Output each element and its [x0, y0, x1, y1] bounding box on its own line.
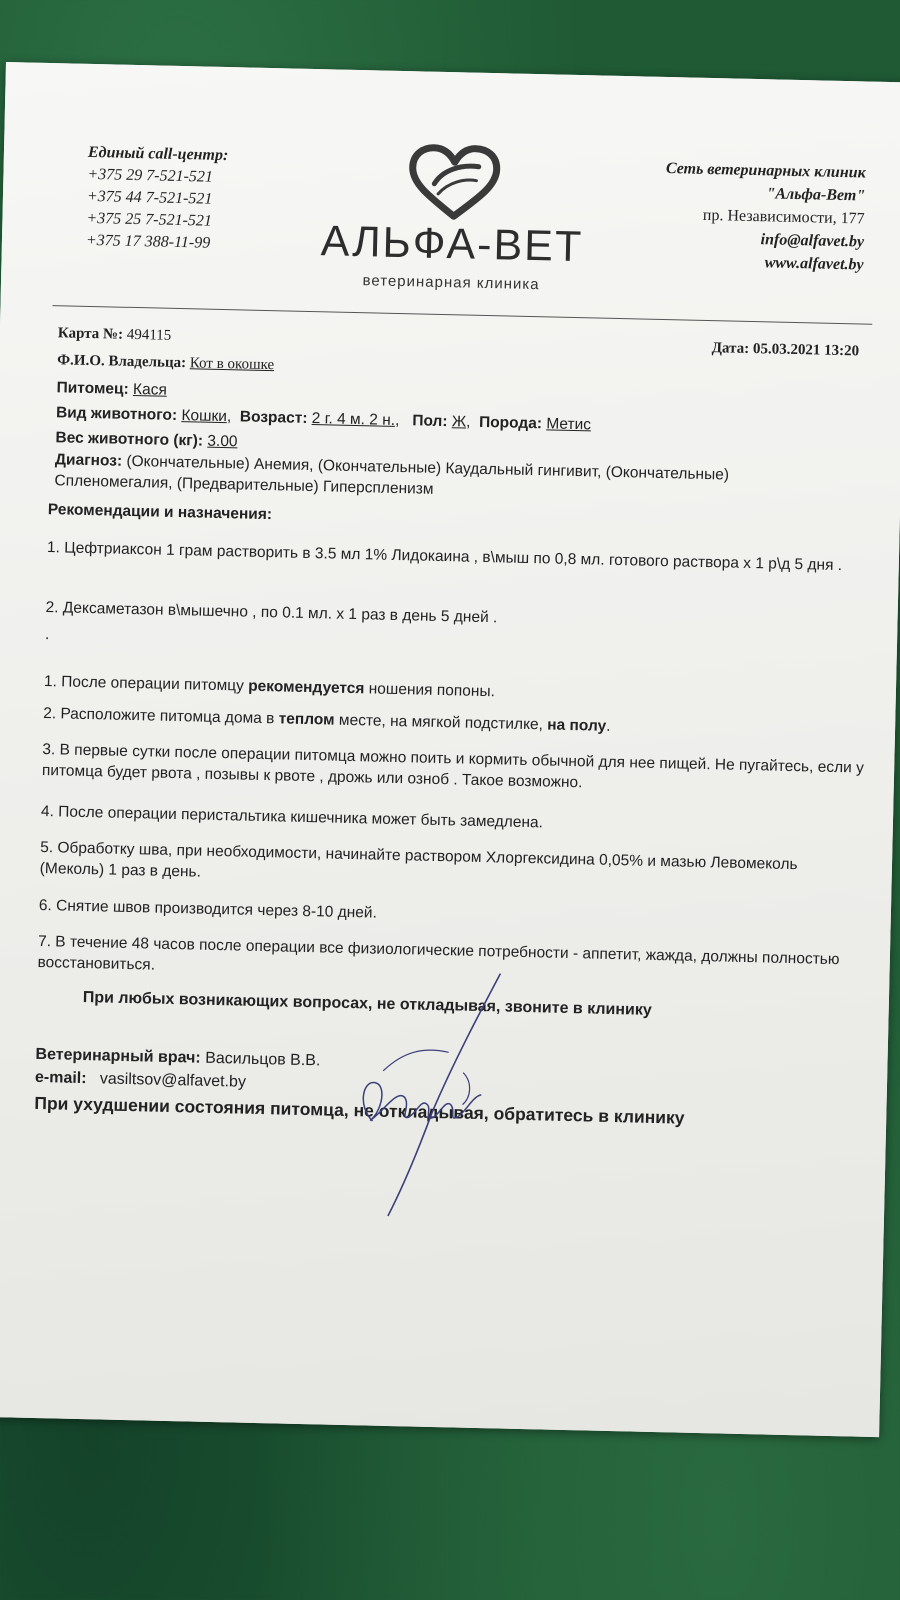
clinic-logo — [306, 141, 599, 298]
email-label: e-mail: — [34, 1068, 87, 1088]
care-item: 6. Снятие швов производится через 8-10 дней. — [38, 896, 378, 922]
call-center-block — [86, 142, 288, 257]
date-label: Дата: — [711, 340, 750, 357]
care-item — [43, 703, 868, 743]
clinic-network-block — [591, 155, 866, 276]
email-value: vasiltsov@alfavet.by — [99, 1070, 247, 1091]
weight-value: 3.00 — [207, 432, 238, 451]
email-line: info@alfavet.by — [760, 231, 865, 251]
heart-logo-icon — [407, 143, 501, 223]
care-text: 1. После операции питомцу — [43, 673, 249, 695]
date-line — [711, 340, 859, 360]
sex-value: Ж — [451, 413, 467, 431]
header-divider — [52, 305, 872, 325]
diagnosis-label: Диагноз: — [54, 451, 123, 470]
care-emphasis: рекомендуется — [247, 677, 365, 698]
network-line: Сеть ветеринарных клиник — [665, 160, 866, 182]
card-number-line — [58, 325, 172, 345]
care-item — [44, 671, 869, 711]
recommendations-title: Рекомендации и назначения: — [47, 501, 273, 524]
owner-label: Ф.И.О. Владельца: — [57, 352, 187, 372]
owner-value: Кот в окошке — [189, 355, 275, 374]
address-line: пр. Независимости, 177 — [702, 206, 865, 228]
phone-number: +375 17 388-11-99 — [85, 231, 211, 252]
card-number: 494115 — [126, 326, 172, 344]
age-value: 2 г. 4 м. 2 н. — [311, 410, 396, 429]
care-item: 4. После операции перистальтика кишечника может быть замедлена. — [40, 802, 544, 832]
care-emphasis: на полу — [547, 716, 607, 735]
diagnosis-text: (Окончательные) Анемия, (Окончательные) Каудальный гингивит, (Окончательные) Спленомегалия, (Предварительные) Гиперспленизм — [54, 452, 730, 498]
sex-label: Пол: — [412, 412, 448, 431]
care-text: месте, на мягкой подстилке, — [334, 711, 548, 734]
contact-warning: При любых возникающих вопросах, не откладывая, звоните в клинику — [82, 988, 652, 1019]
medical-record-sheet — [0, 62, 900, 1437]
doctor-name: Васильцов В.В. — [204, 1049, 321, 1070]
care-item: 5. Обработку шва, при необходимости, начинайте раствором Хлоргексидина 0,05% и мазью Левомеколь (Меколь) 1 раз в день. — [39, 838, 798, 881]
care-emphasis: теплом — [278, 710, 335, 729]
care-text: ношения попоны. — [364, 680, 496, 701]
weight-label: Вес животного (кг): — [55, 429, 204, 450]
separator-dot: . — [44, 626, 50, 644]
breed-label: Порода: — [478, 413, 543, 433]
website-line: www.alfavet.by — [764, 254, 864, 274]
prescription-item: 1. Цефтриаксон 1 грам растворить в 3.5 мл 1% Лидокаина , в\мыш по 0,8 мл. готового раствора х 1 р\д 5 дня . — [46, 539, 843, 575]
phone-number: +375 29 7-521-521 — [87, 165, 214, 186]
doctor-line — [35, 1046, 320, 1070]
owner-line — [57, 352, 274, 374]
brand-tagline: ветеринарная клиника — [362, 272, 540, 294]
date-value: 05.03.2021 13:20 — [752, 341, 860, 360]
pet-value: Кася — [132, 380, 168, 399]
network-line: "Альфа-Вет" — [766, 185, 866, 205]
prescription-item: 2. Дексаметазон в\мышечно , по 0.1 мл. х 1 раз в день 5 дней . — [45, 599, 498, 627]
care-text: 2. Расположите питомца дома в — [43, 705, 279, 728]
urgent-warning: При ухудшении состояния питомца, не откладывая, обратитесь в клинику — [34, 1092, 685, 1128]
phone-number: +375 44 7-521-521 — [86, 187, 213, 208]
age-label: Возраст: — [239, 408, 308, 427]
species-value: Кошки — [181, 407, 228, 426]
phone-number: +375 25 7-521-521 — [86, 209, 213, 230]
weight-line — [55, 429, 237, 451]
brand-name: АЛЬФА-ВЕТ — [320, 217, 584, 272]
pet-label: Питомец: — [56, 379, 129, 398]
care-text: . — [606, 717, 611, 735]
species-label: Вид животного: — [55, 404, 178, 424]
breed-value: Метис — [546, 415, 592, 434]
care-item: 3. В первые сутки после операции питомца можно поить и кормить обычной для нее пищей. Не пугайтесь, если у питомца будет рвота , позывы к рвоте , дрожь или озноб . Такое возможно. — [41, 741, 865, 792]
species-line: Вид животного: Кошки, Возраст: 2 г. 4 м. 2 н., Пол: Ж, Порода: Метис — [55, 404, 592, 434]
pet-line — [56, 379, 167, 399]
doctor-label: Ветеринарный врач: — [35, 1045, 201, 1067]
card-label: Карта №: — [57, 325, 124, 343]
call-center-title: Единый call-центр: — [87, 143, 229, 165]
diagnosis-block — [54, 449, 845, 509]
signature-icon — [310, 969, 526, 1224]
doctor-email-line — [35, 1069, 246, 1092]
care-item: 7. В течение 48 часов после операции все физиологические потребности - аппетит, жажда, должны полностью восстановиться. — [37, 932, 840, 974]
